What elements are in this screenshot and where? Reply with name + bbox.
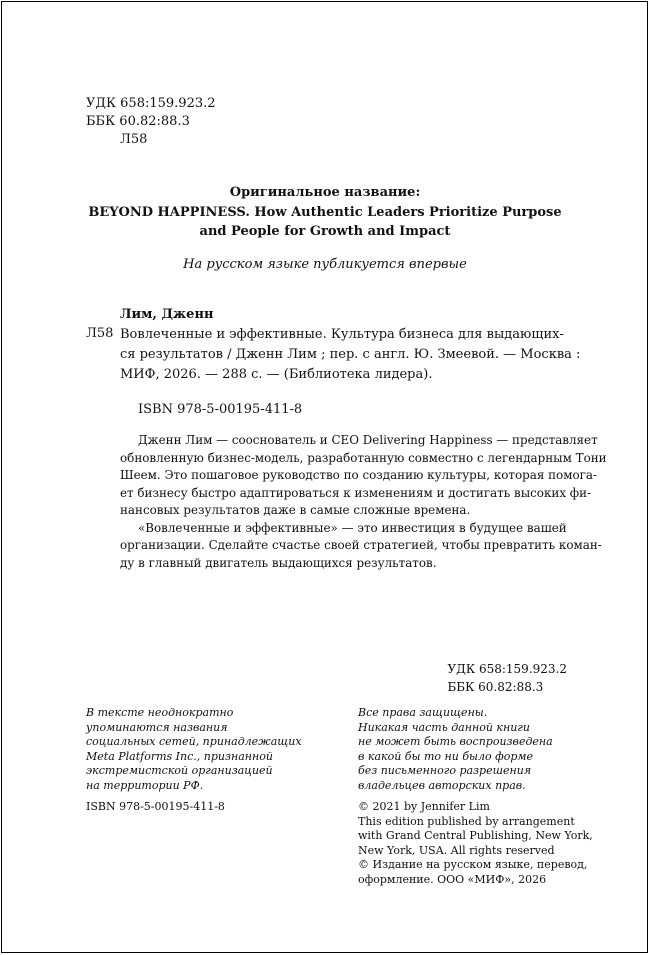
notice-line: на территории РФ. xyxy=(86,778,204,792)
bib-author-code: Л58 xyxy=(86,326,114,341)
annotation-line: Шеем. Это пошаговое руководство по созданию культуры, которая помога- xyxy=(120,468,597,482)
bib-line-2: ся результатов / Дженн Лим ; пер. с англ. Ю. Змеевой. — Москва : xyxy=(120,347,581,362)
annotation xyxy=(120,432,607,572)
notice-line: упоминаются названия xyxy=(86,720,228,734)
original-title-label: Оригинальное название: xyxy=(229,185,421,200)
classification-block xyxy=(86,95,216,149)
copyright-line: with Grand Central Publishing, New York, xyxy=(358,829,593,842)
right-bbk: ББК 60.82:88.3 xyxy=(447,680,544,694)
social-networks-notice xyxy=(86,706,302,793)
author-heading: Лим, Дженн xyxy=(120,307,214,322)
author-code: Л58 xyxy=(120,132,148,147)
annotation-line: Дженн Лим — сооснователь и CEO Delivering Happiness — представляет xyxy=(138,433,598,447)
rights-notice xyxy=(358,706,578,793)
notice-line: социальных сетей, принадлежащих xyxy=(86,735,302,748)
annotation-paragraph-2 xyxy=(120,520,602,573)
rights-line: в какой бы то ни было форме xyxy=(358,749,534,763)
original-title-line-2: and People for Growth and Impact xyxy=(199,224,451,239)
bib-line-3: МИФ, 2026. — 288 с. — (Библиотека лидера). xyxy=(120,367,433,382)
copyright-notice xyxy=(358,800,593,887)
annotation-paragraph-1 xyxy=(120,432,607,520)
notice-line: В тексте неоднократно xyxy=(86,706,234,719)
original-title-line-1: BEYOND HAPPINESS. How Authentic Leaders Prioritize Purpose xyxy=(88,204,562,220)
bib-line-1: Вовлеченные и эффективные. Культура бизнеса для выдающих- xyxy=(120,327,564,342)
annotation-line: ет бизнесу быстро адаптироваться к изменениям и достигать высоких фи- xyxy=(120,485,592,500)
first-publication-note: На русском языке публикуется впервые xyxy=(183,257,467,272)
annotation-line: организации. Сделайте счастье своей стратегией, чтобы превратить коман- xyxy=(120,538,602,552)
rights-line: Никакая часть данной книги xyxy=(358,720,530,734)
rights-line: не может быть воспроизведена xyxy=(358,735,553,748)
annotation-line: «Вовлеченные и эффективные» — это инвестиция в будущее вашей xyxy=(138,520,567,535)
rights-line: владельцев авторских прав. xyxy=(358,778,526,792)
copyright-line: This edition published by arrangement xyxy=(358,814,575,828)
bbk-code: ББК 60.82:88.3 xyxy=(86,114,190,129)
original-title-block xyxy=(86,183,564,242)
rights-line: без письменного разрешения xyxy=(358,764,532,777)
right-udk: УДК 658:159.923.2 xyxy=(447,662,567,676)
isbn: ISBN 978-5-00195-411-8 xyxy=(138,402,303,417)
annotation-line: обновленную бизнес-модель, разработанную совместно с легендарным Тони xyxy=(120,450,607,465)
copyright-line: © 2021 by Jennifer Lim xyxy=(358,800,490,813)
copyright-line: © Издание на русском языке, перевод, xyxy=(358,858,588,871)
notice-line: экстремистской организацией xyxy=(86,764,273,777)
copyright-line: оформление. ООО «МИФ», 2026 xyxy=(358,872,547,886)
annotation-line: нансовых результатов даже в самые сложные времена. xyxy=(120,503,471,517)
copyright-line: New York, USA. All rights reserved xyxy=(358,843,555,857)
rights-line: Все права защищены. xyxy=(358,706,488,719)
footer-isbn: ISBN 978-5-00195-411-8 xyxy=(86,800,225,813)
notice-line: Meta Platforms Inc., признанной xyxy=(86,749,273,763)
copyright-page xyxy=(1,1,648,953)
bibliographic-record xyxy=(120,325,581,385)
right-classification xyxy=(447,660,567,696)
annotation-line: ду в главный двигатель выдающихся результатов. xyxy=(120,555,437,570)
udk-code: УДК 658:159.923.2 xyxy=(86,96,216,111)
